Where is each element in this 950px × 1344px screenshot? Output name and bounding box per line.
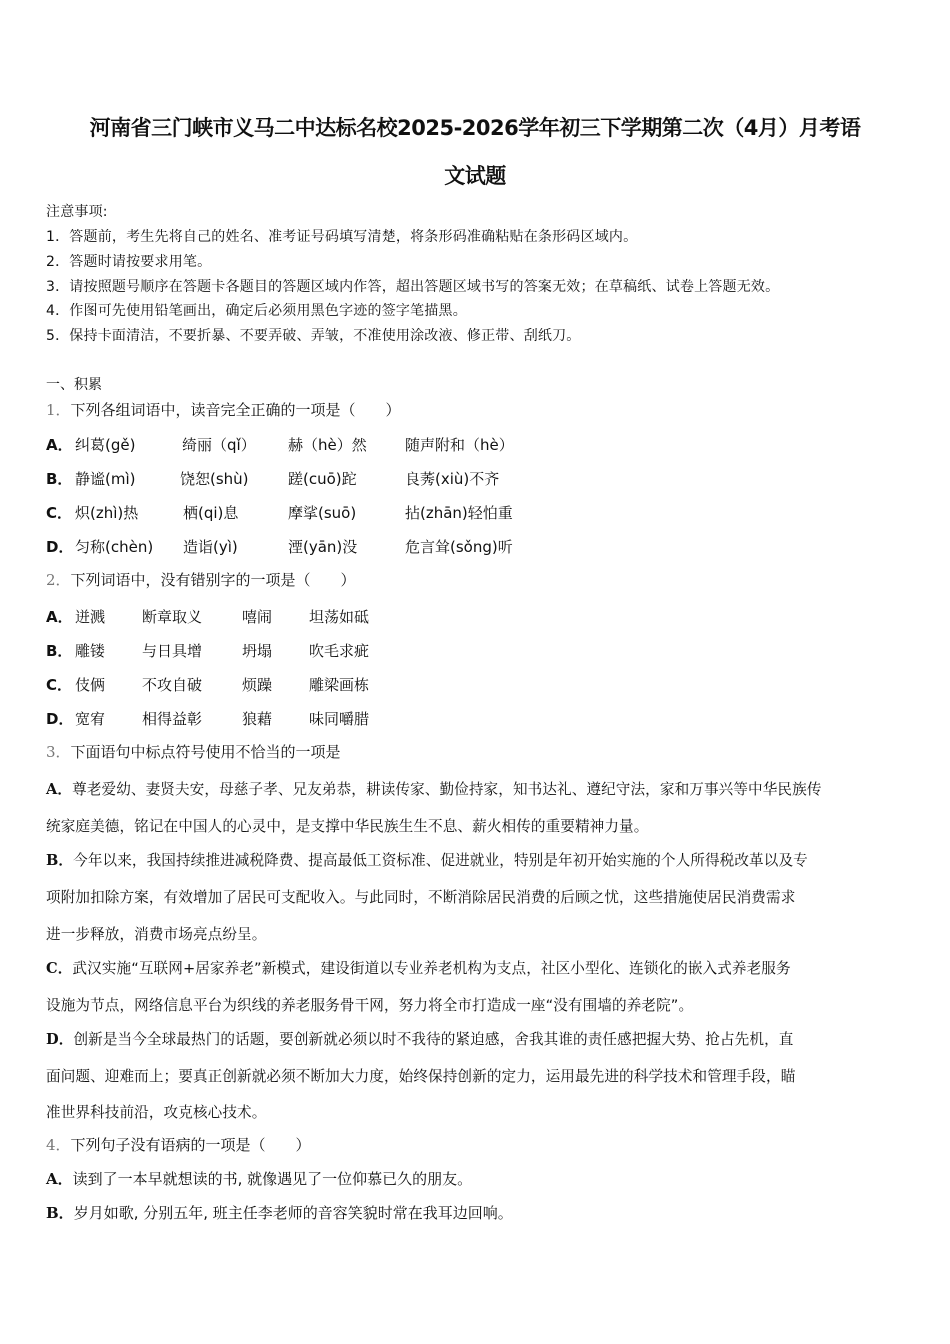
- option-letter: B．: [46, 470, 73, 488]
- option-letter: D．: [46, 710, 74, 728]
- option-item: 赫（hè）然: [288, 436, 367, 454]
- option-text: 岁月如歌, 分别五年, 班主任李老师的音容笑貌时常在我耳边回响。: [73, 1204, 513, 1222]
- option-line: B．今年以来，我国持续推进减税降费、提高最低工资标准、促进就业，特别是年初开始实施的个人所得税改革以及专: [46, 852, 808, 869]
- option-letter: C．: [46, 960, 73, 977]
- question-number: 2．: [46, 571, 71, 589]
- option-item: 坍塌: [242, 642, 273, 660]
- option-item: 绮丽（qǐ）: [182, 436, 256, 454]
- option-letter: C．: [46, 504, 73, 522]
- option-item: 狼藉: [242, 710, 273, 728]
- notice-item-3: 3．请按照题号顺序在答题卡各题目的答题区域内作答，超出答题区域书写的答案无效；在草稿纸、试卷上答题无效。: [46, 279, 780, 295]
- option-line: 进一步释放，消费市场亮点纷呈。: [46, 926, 267, 943]
- question-4-option-b: [46, 1203, 513, 1223]
- option-text: 读到了一本早就想读的书, 就像遇见了一位仰慕已久的朋友。: [72, 1170, 473, 1188]
- option-item: 摩挲(suō): [288, 504, 357, 522]
- option-item: 相得益彰: [142, 710, 203, 728]
- option-letter: A．: [46, 436, 73, 454]
- notice-item-2: 2．答题时请按要求用笔。: [46, 254, 212, 270]
- option-item: 味同嚼腊: [309, 710, 370, 728]
- option-item: 吹毛求疵: [309, 642, 370, 660]
- section-heading: 一、积累: [46, 377, 102, 393]
- option-letter: A．: [46, 608, 73, 626]
- option-line: 项附加扣除方案，有效增加了居民可支配收入。与此同时，不断消除居民消费的后顾之忧，这些措施使居民消费需求: [46, 889, 796, 906]
- option-item: 静谧(mì): [75, 470, 136, 488]
- option-item: 伎俩: [75, 676, 106, 694]
- notice-item-5: 5．保持卡面清洁，不要折暴、不要弄破、弄皱，不准使用涂改液、修正带、刮纸刀。: [46, 328, 581, 344]
- option-line: D．创新是当今全球最热门的话题，要创新就必须以时不我待的紧迫感，舍我其谁的责任感把握大势、抢占先机，直: [46, 1031, 794, 1048]
- option-letter: C．: [46, 676, 73, 694]
- notice-item-4: 4．作图可先使用铅笔画出，确定后必须用黑色字迹的签字笔描黑。: [46, 303, 467, 319]
- option-item: 危言耸(sǒng)听: [405, 538, 513, 556]
- notice-heading: 注意事项:: [46, 204, 108, 220]
- question-number: 1．: [46, 401, 71, 419]
- option-item: 迸溅: [75, 608, 106, 626]
- option-item: 造诣(yì): [183, 538, 238, 556]
- option-letter: D．: [46, 1031, 74, 1048]
- option-item: 饶恕(shù): [180, 470, 249, 488]
- option-item: 拈(zhān)轻怕重: [405, 504, 513, 522]
- option-item: 良莠(xiù)不齐: [405, 470, 500, 488]
- question-3-stem: [46, 742, 341, 762]
- option-item: 匀称(chèn): [75, 538, 154, 556]
- question-text: 下列句子没有语病的一项是（ ）: [70, 1136, 311, 1154]
- option-letter: A．: [46, 781, 73, 798]
- option-line: 准世界科技前沿，攻克核心技术。: [46, 1104, 267, 1121]
- option-line: A．尊老爱幼、妻贤夫安，母慈子孝、兄友弟恭，耕读传家、勤俭持家，知书达礼、遵纪守法，家和万事兴等中华民族传: [46, 781, 822, 798]
- option-item: 蹉(cuō)跎: [288, 470, 357, 488]
- option-item: 烦躁: [242, 676, 273, 694]
- option-item: 断章取义: [142, 608, 203, 626]
- question-number: 4．: [46, 1136, 71, 1154]
- option-item: 嘻闹: [242, 608, 273, 626]
- option-item: 雕梁画栋: [309, 676, 370, 694]
- option-item: 炽(zhì)热: [75, 504, 139, 522]
- document-title: 河南省三门峡市义马二中达标名校2025-2026学年初三下学期第二次（4月）月考语: [89, 116, 861, 140]
- question-text: 下面语句中标点符号使用不恰当的一项是: [70, 743, 341, 761]
- option-letter: B．: [46, 642, 73, 660]
- option-item: 宽宥: [75, 710, 106, 728]
- question-number: 3．: [46, 743, 71, 761]
- option-letter: B．: [46, 1204, 74, 1222]
- option-item: 坦荡如砥: [309, 608, 370, 626]
- document-title-continued: 文试题: [444, 164, 506, 188]
- option-item: 随声附和（hè）: [405, 436, 514, 454]
- option-line: 设施为节点，网络信息平台为织线的养老服务骨干网，努力将全市打造成一座“没有围墙的养老院”。: [46, 997, 694, 1014]
- option-item: 与日具增: [142, 642, 203, 660]
- question-4-option-a: [46, 1169, 472, 1189]
- option-item: 湮(yān)没: [288, 538, 358, 556]
- option-item: 不攻自破: [142, 676, 203, 694]
- option-line: C．武汉实施“互联网+居家养老”新模式，建设街道以专业养老机构为支点，社区小型化、连锁化的嵌入式养老服务: [46, 960, 791, 977]
- question-text: 下列各组词语中，读音完全正确的一项是（ ）: [70, 401, 401, 419]
- option-letter: D．: [46, 538, 74, 556]
- question-1-stem: [46, 400, 401, 420]
- option-line: 统家庭美德，铭记在中国人的心灵中，是支撑中华民族生生不息、薪火相传的重要精神力量。: [46, 818, 649, 835]
- option-item: 雕镂: [75, 642, 106, 660]
- option-line: 面问题、迎难而上；要真正创新就必须不断加大力度，始终保持创新的定力，运用最先进的科学技术和管理手段，瞄: [46, 1068, 796, 1085]
- question-4-stem: [46, 1135, 311, 1155]
- notice-item-1: 1．答题前，考生先将自己的姓名、准考证号码填写清楚，将条形码准确粘贴在条形码区域内。: [46, 229, 638, 245]
- option-item: 栖(qi)息: [183, 504, 239, 522]
- question-2-stem: [46, 570, 356, 590]
- option-letter: B．: [46, 852, 74, 869]
- option-letter: A．: [46, 1170, 73, 1188]
- option-item: 纠葛(gě): [75, 436, 136, 454]
- question-text: 下列词语中，没有错别字的一项是（ ）: [70, 571, 356, 589]
